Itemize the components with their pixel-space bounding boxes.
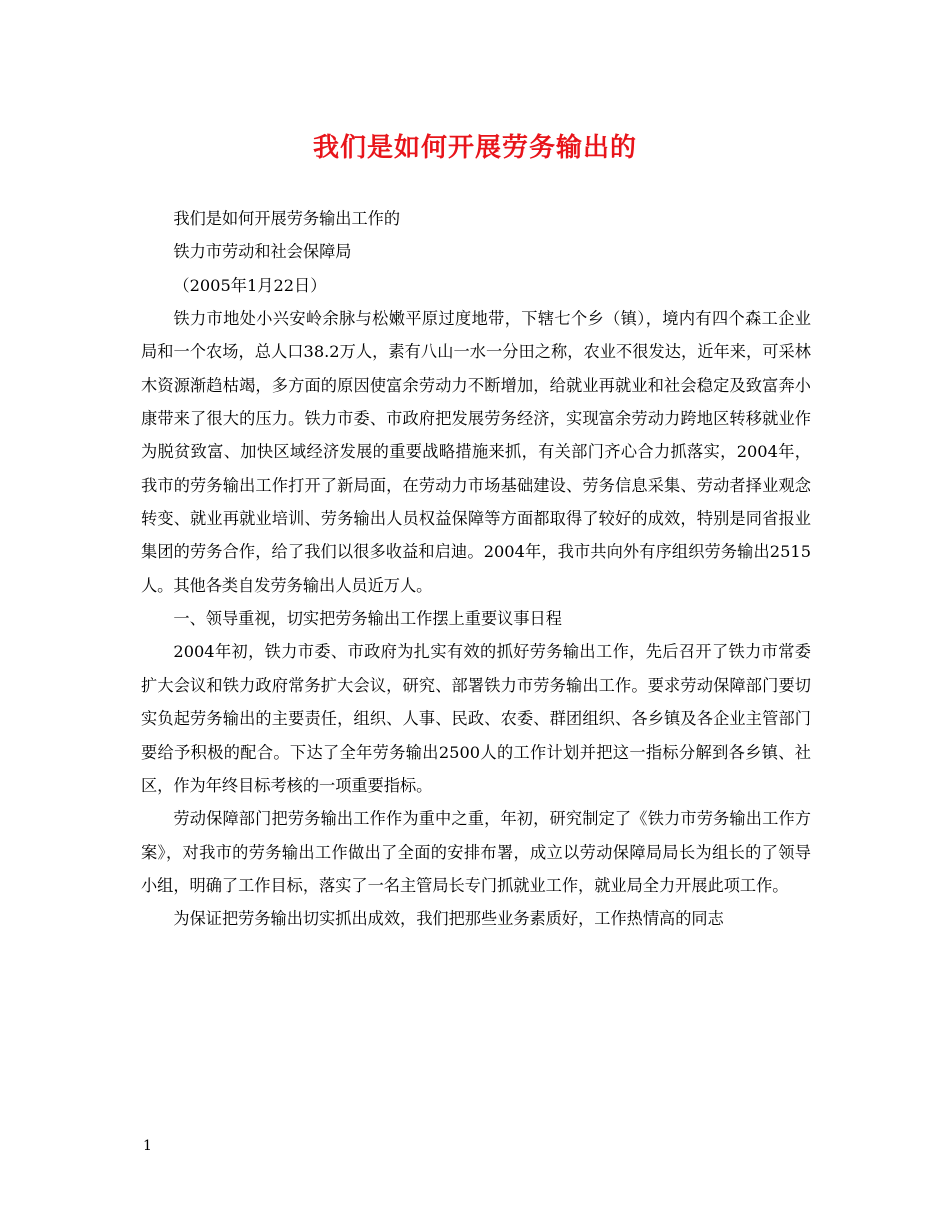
paragraph-heading-1: 一、领导重视，切实把劳务输出工作摆上重要议事日程: [173, 609, 562, 629]
paragraph-subtitle: 我们是如何开展劳务输出工作的: [173, 209, 401, 228]
paragraph-author: 铁力市劳动和社会保障局: [173, 242, 352, 262]
paragraph-body-3: 为保证把劳务输出切实抓出成效，我们把那些业务素质好，工作热情高的同志: [173, 909, 724, 929]
page-number: 1: [143, 1138, 152, 1154]
document-body: [141, 202, 811, 936]
paragraph-date: （2005年1月22日）: [173, 275, 327, 295]
paragraph-intro: 铁力市地处小兴安岭余脉与松嫩平原过度地带，下辖七个乡（镇），境内有四个森工企业局和一个农场，总人口38.2万人，素有八山一水一分田之称，农业不很发达，近年来，可采林木资源渐趋枯竭，多方面的原因使富余劳动力不断增加，给就业再就业和社会稳定及致富奔小康带来了很大的压力。铁力市委、市政府把发展劳务经济，实现富余劳动力跨地区转移就业作为脱贫致富、加快区域经济发展的重要战略措施来抓，有关部门齐心合力抓落实，2004年，我市的劳务输出工作打开了新局面，在劳动力市场基础建设、劳务信息采集、劳动者择业观念转变、就业再就业培训、劳务输出人员权益保障等方面都取得了较好的成效，特别是同省报业集团的劳务合作，给了我们以很多收益和启迪。2004年，我市共向外有序组织劳务输出2515人。其他各类自发劳务输出人员近万人。: [141, 309, 811, 595]
document-title: 我们是如何开展劳务输出的: [312, 133, 637, 163]
paragraph-body-2: 劳动保障部门把劳务输出工作作为重中之重，年初，研究制定了《铁力市劳务输出工作方案》，对我市的劳务输出工作做出了全面的安排布署，成立以劳动保障局局长为组长的了领导小组，明确了工作目标，落实了一名主管局长专门抓就业工作，就业局全力开展此项工作。: [141, 809, 811, 895]
paragraph-body-1: 2004年初，铁力市委、市政府为扎实有效的抓好劳务输出工作，先后召开了铁力市常委扩大会议和铁力政府常务扩大会议，研究、部署铁力市劳务输出工作。要求劳动保障部门要切实负起劳务输出的主要责任，组织、人事、民政、农委、群团组织、各乡镇及各企业主管部门要给予积极的配合。下达了全年劳务输出2500人的工作计划并把这一指标分解到各乡镇、社区，作为年终目标考核的一项重要指标。: [141, 642, 811, 795]
